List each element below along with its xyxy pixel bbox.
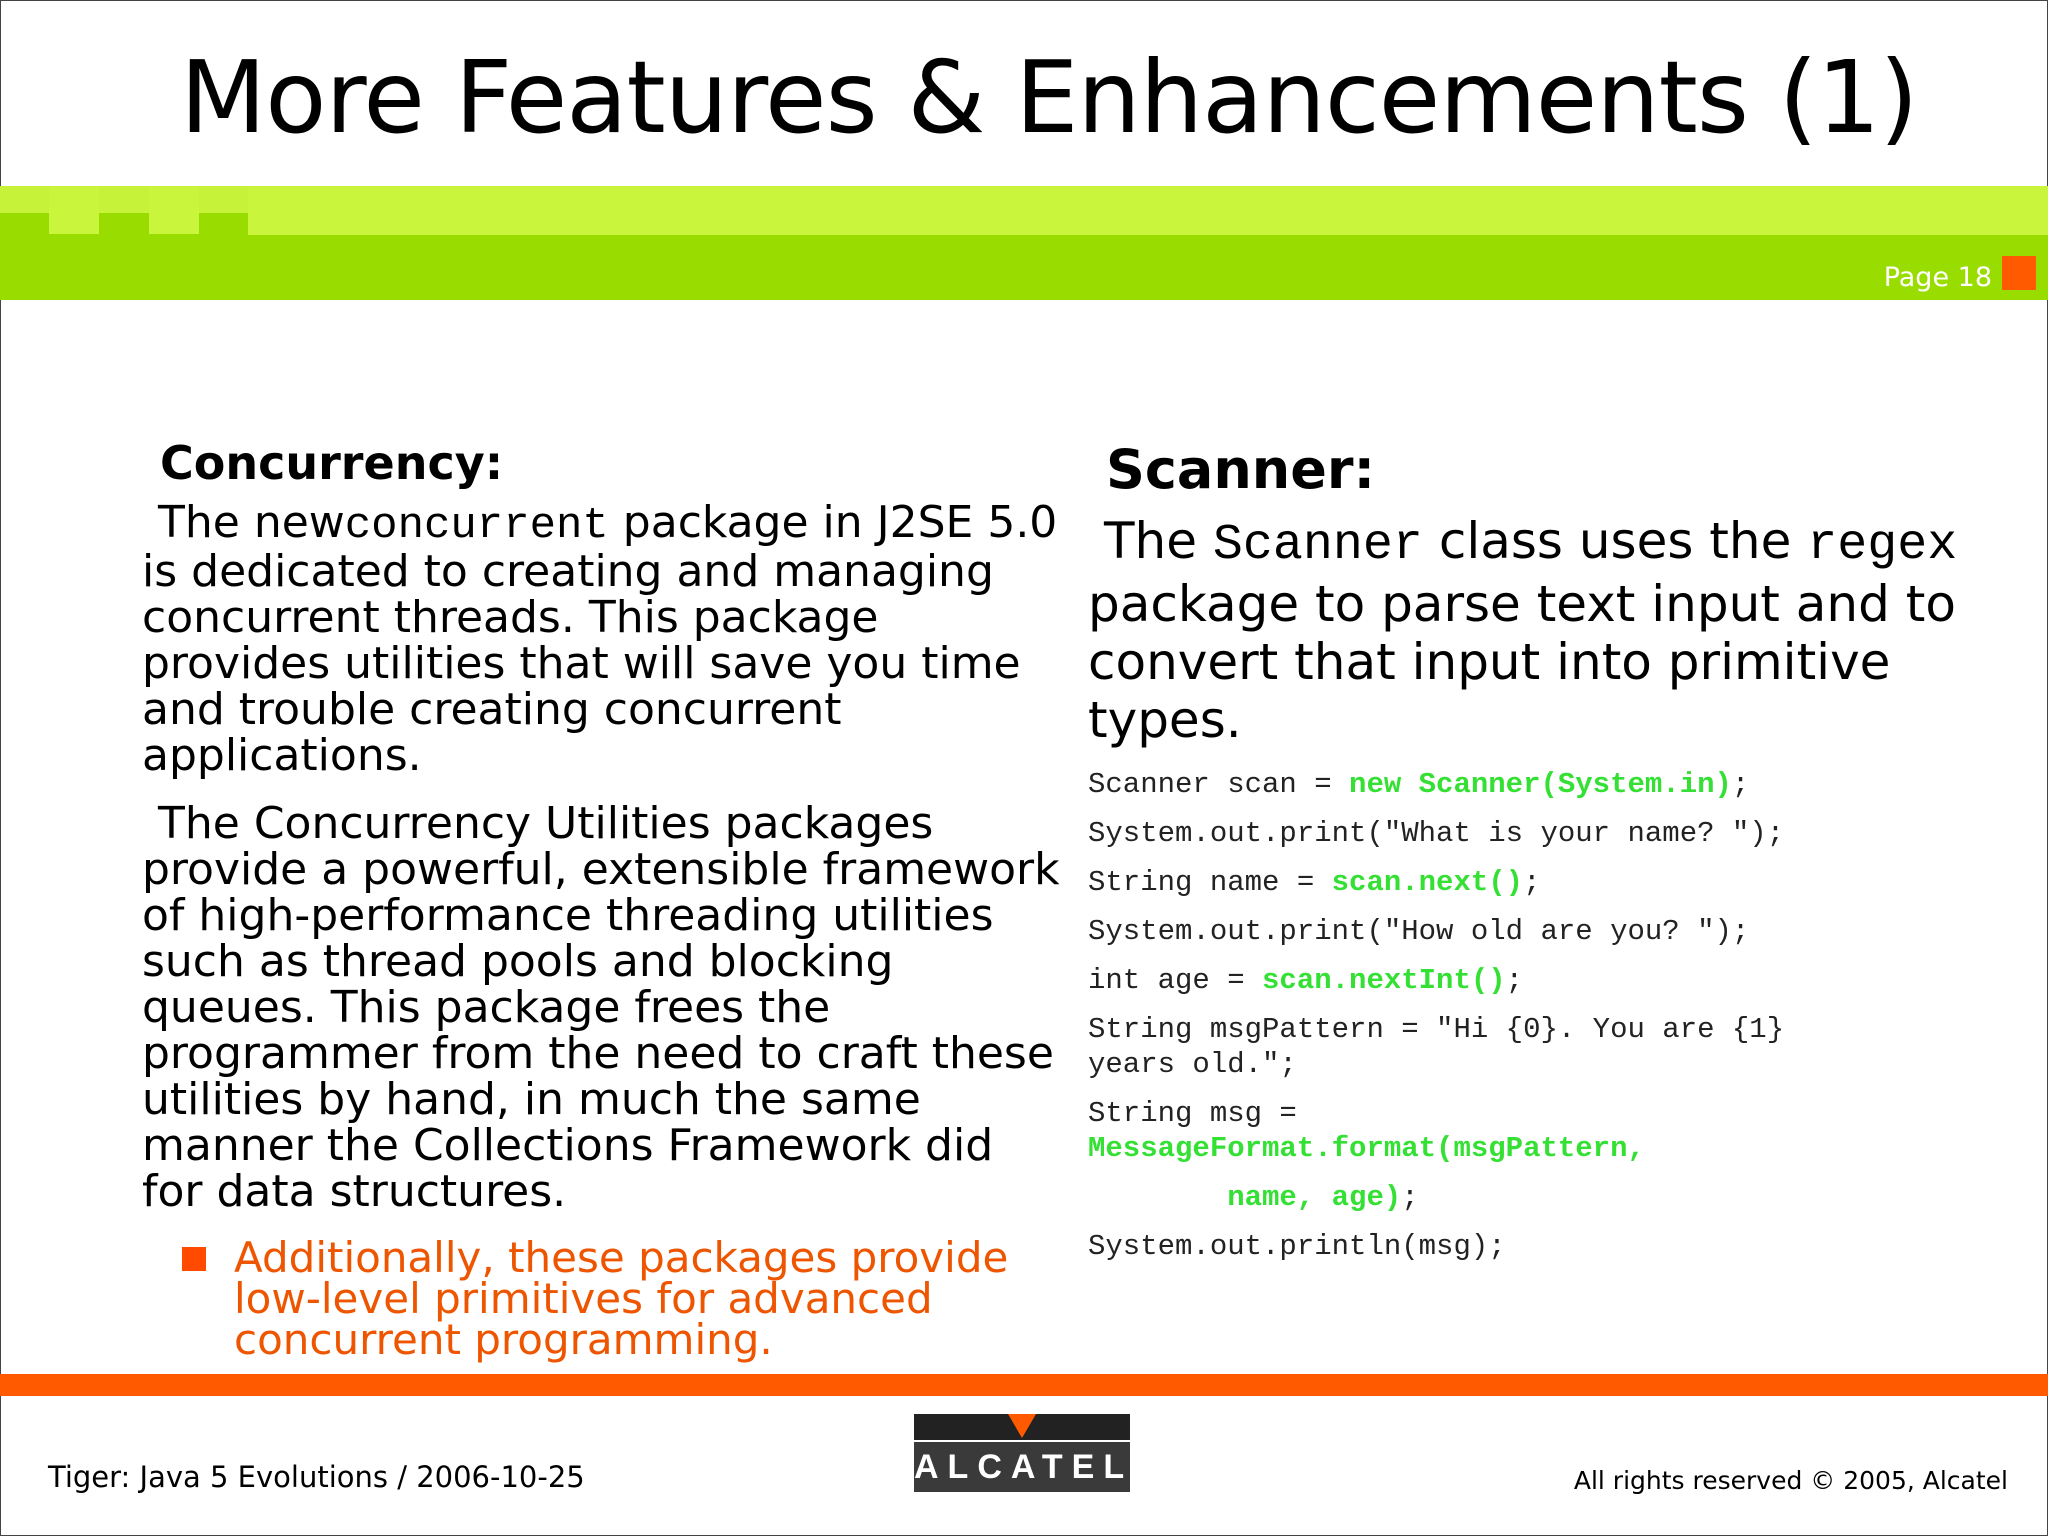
- para2-text: The Concurrency Utilities packages provide a powerful, extensible framework of high-performance threading utilities such as thread pools and blocking queues. This package frees the programmer from the need to craft these utilities by hand, in much the same manner the Collections Framework did for data structures.: [142, 798, 1060, 1217]
- code-line: String msgPattern = "Hi {0}. You are {1}: [1088, 1013, 1785, 1046]
- intro-mid: class uses the: [1422, 512, 1808, 570]
- concurrency-paragraph-2: [142, 798, 1062, 1217]
- footer-title-date: Tiger: Java 5 Evolutions / 2006-10-25: [48, 1460, 585, 1494]
- code-highlight: new Scanner(System.in): [1349, 768, 1732, 801]
- code-line: MessageFormat.format(msgPattern,: [1088, 1132, 1645, 1165]
- para1-post: package in J2SE 5.0 is dedicated to creating and managing concurrent threads. This package provides utilities that will save you time and trouble creating concurrent applications.: [142, 497, 1058, 781]
- scanner-intro: [1088, 512, 2028, 749]
- concurrency-bullet: [182, 1233, 1062, 1364]
- logo-text: ALCATEL: [914, 1448, 1134, 1486]
- code-text: ;: [1505, 964, 1524, 997]
- page-number: Page 18: [1883, 262, 1992, 293]
- intro-code-regex: regex: [1807, 517, 1958, 574]
- concurrency-section: [142, 436, 1062, 1364]
- para1-pre: The new: [158, 497, 345, 548]
- code-highlight: name, age): [1088, 1181, 1402, 1214]
- code-highlight: scan.next(): [1331, 866, 1524, 899]
- page-marker-square: [2002, 256, 2036, 290]
- code-line: [1088, 865, 2028, 900]
- concurrency-paragraph-1: [142, 497, 1062, 781]
- code-line: [1088, 767, 2028, 802]
- alcatel-logo: [914, 1414, 1134, 1492]
- code-text: Scanner scan =: [1088, 768, 1350, 801]
- code-highlight: scan.nextInt(): [1262, 964, 1506, 997]
- bullet-square-icon: [182, 1247, 206, 1271]
- code-line: [1088, 963, 2028, 998]
- scanner-section: [1088, 436, 2028, 1278]
- concurrency-heading: Concurrency:: [160, 436, 504, 490]
- code-line: [1088, 1180, 2028, 1215]
- code-sample: [1088, 767, 2028, 1264]
- code-line: System.out.print("What is your name? ");: [1088, 817, 1785, 850]
- code-text: ;: [1523, 866, 1541, 899]
- code-line: System.out.print("How old are you? ");: [1088, 915, 1750, 948]
- slide-title: More Features & Enhancements (1): [180, 39, 1918, 156]
- code-text: ;: [1401, 1181, 1419, 1214]
- bullet-text: Additionally, these packages provide low-level primitives for advanced concurrent programming.: [234, 1233, 1009, 1364]
- header-band-stripe: [248, 186, 2048, 235]
- intro-pre: The: [1104, 512, 1213, 570]
- intro-code-scanner: Scanner: [1212, 517, 1423, 574]
- para1-code: concurrent: [344, 501, 609, 551]
- logo-triangle-icon: [1008, 1414, 1036, 1438]
- scanner-heading: Scanner:: [1106, 438, 1376, 501]
- code-line: String msg =: [1088, 1097, 1297, 1130]
- code-text: ;: [1731, 768, 1750, 801]
- footer-copyright: All rights reserved © 2005, Alcatel: [1573, 1466, 2008, 1495]
- decor-square: [149, 186, 199, 234]
- code-text: int age =: [1088, 964, 1263, 997]
- footer-bar: [0, 1374, 2048, 1396]
- intro-post: package to parse text input and to convert that input into primitive types.: [1088, 575, 1956, 749]
- code-line: System.out.println(msg);: [1088, 1230, 1506, 1263]
- code-line: years old.";: [1088, 1048, 1297, 1081]
- decor-square: [49, 186, 99, 234]
- code-text: String name =: [1088, 866, 1332, 899]
